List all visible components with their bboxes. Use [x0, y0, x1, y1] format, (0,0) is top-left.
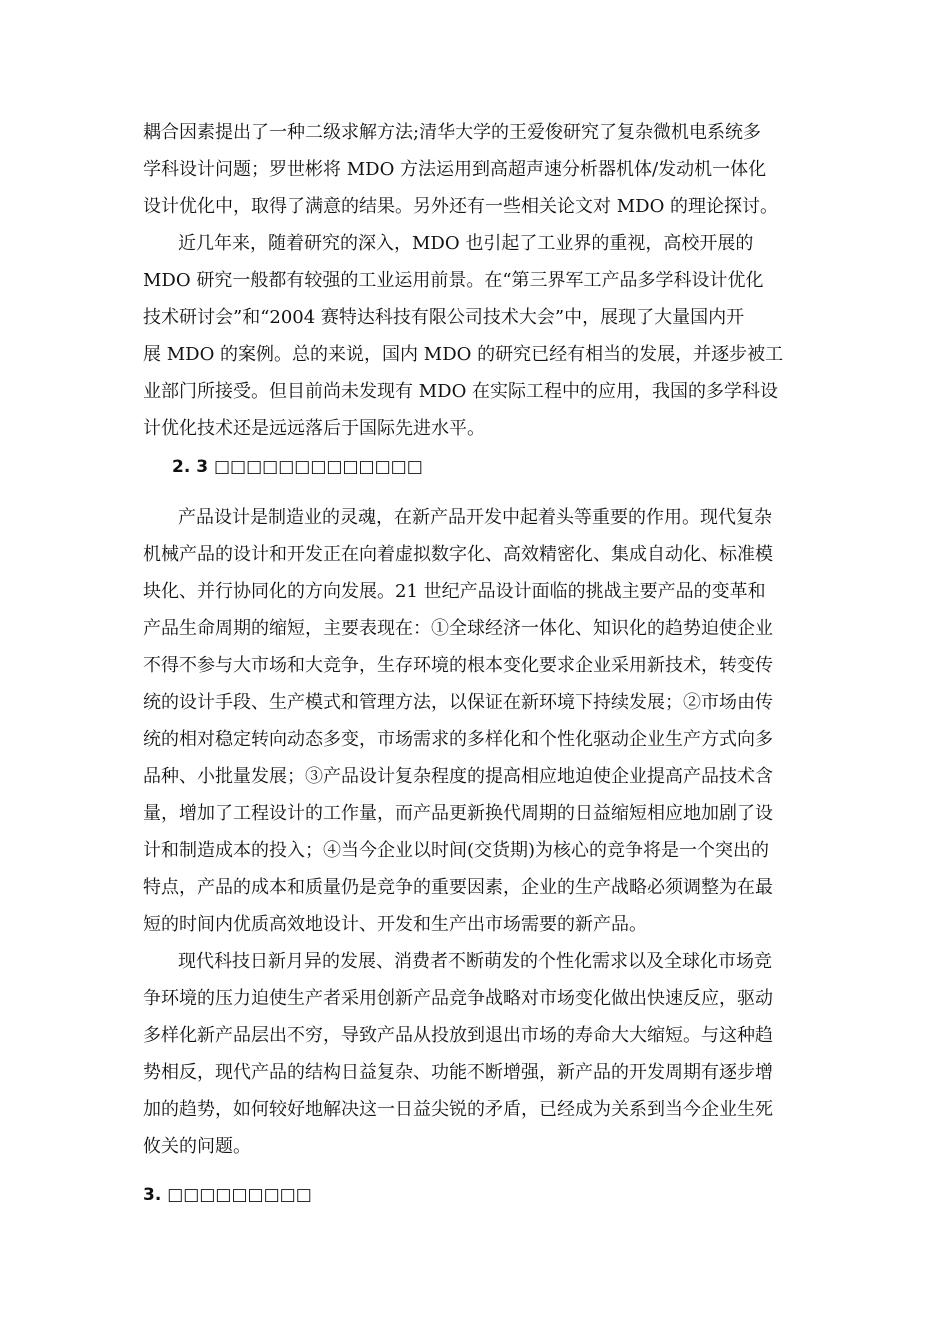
body-text-line: 学科设计问题；罗世彬将 MDO 方法运用到高超声速分析器机体/发动机一体化 [143, 159, 767, 180]
paragraph-first-line: 近几年来，随着研究的深入，MDO 也引起了工业界的重视，高校开展的 [178, 233, 754, 254]
body-text-line: 特点，产品的成本和质量仍是竞争的重要因素，企业的生产战略必须调整为在最 [143, 877, 773, 898]
body-text-line: 块化、并行协同化的方向发展。21 世纪产品设计面临的挑战主要产品的变革和 [143, 581, 766, 602]
body-text-line: 设计优化中，取得了满意的结果。另外还有一些相关论文对 MDO 的理论探讨。 [143, 196, 779, 217]
body-text-line: 量，增加了工程设计的工作量，而产品更新换代周期的日益缩短相应地加剧了设 [143, 803, 773, 824]
body-text-line: 加的趋势，如何较好地解决这一日益尖锐的矛盾，已经成为关系到当今企业生死 [143, 1099, 773, 1120]
section-heading-2-3: 2. 3 □□□□□□□□□□□□□ [172, 457, 423, 477]
body-text-line: 短的时间内优质高效地设计、开发和生产出市场需要的新产品。 [143, 914, 647, 935]
body-text-line: MDO 研究一般都有较强的工业运用前景。在“第三界军工产品多学科设计优化 [143, 270, 764, 291]
body-text-line: 耦合因素提出了一种二级求解方法;清华大学的王爱俊研究了复杂微机电系统多 [143, 122, 762, 143]
body-text-line: 不得不参与大市场和大竞争，生存环境的根本变化要求企业采用新技术，转变传 [143, 655, 773, 676]
body-text-line: 势相反，现代产品的结构日益复杂、功能不断增强，新产品的开发周期有逐步增 [143, 1062, 773, 1083]
body-text-line: 品种、小批量发展；③产品设计复杂程度的提高相应地迫使企业提高产品技术含 [143, 766, 773, 787]
body-text-line: 展 MDO 的案例。总的来说，国内 MDO 的研究已经有相当的发展，并逐步被工 [143, 344, 784, 365]
body-text-line: 多样化新产品层出不穷，导致产品从投放到退出市场的寿命大大缩短。与这种趋 [143, 1025, 773, 1046]
section-heading-3: 3. □□□□□□□□□ [143, 1185, 312, 1205]
body-text-line: 统的相对稳定转向动态多变，市场需求的多样化和个性化驱动企业生产方式向多 [143, 729, 773, 750]
body-text-line: 计和制造成本的投入；④当今企业以时间(交货期)为核心的竞争将是一个突出的 [143, 840, 770, 861]
body-text-line: 攸关的问题。 [143, 1136, 251, 1157]
body-text-line: 统的设计手段、生产模式和管理方法，以保证在新环境下持续发展；②市场由传 [143, 692, 773, 713]
body-text-line: 产品生命周期的缩短，主要表现在：①全球经济一体化、知识化的趋势迫使企业 [143, 618, 773, 639]
body-text-line: 计优化技术还是远远落后于国际先进水平。 [143, 418, 485, 439]
body-text-line: 业部门所接受。但目前尚未发现有 MDO 在实际工程中的应用，我国的多学科设 [143, 381, 779, 402]
body-text-line: 机械产品的设计和开发正在向着虚拟数字化、高效精密化、集成自动化、标准模 [143, 544, 773, 565]
body-text-line: 技术研讨会”和“2004 赛特达科技有限公司技术大会”中，展现了大量国内开 [143, 307, 745, 328]
body-text-line: 争环境的压力迫使生产者采用创新产品竞争战略对市场变化做出快速反应，驱动 [143, 988, 773, 1009]
paragraph-first-line: 产品设计是制造业的灵魂，在新产品开发中起着头等重要的作用。现代复杂 [178, 507, 772, 528]
paragraph-first-line: 现代科技日新月异的发展、消费者不断萌发的个性化需求以及全球化市场竞 [178, 951, 772, 972]
